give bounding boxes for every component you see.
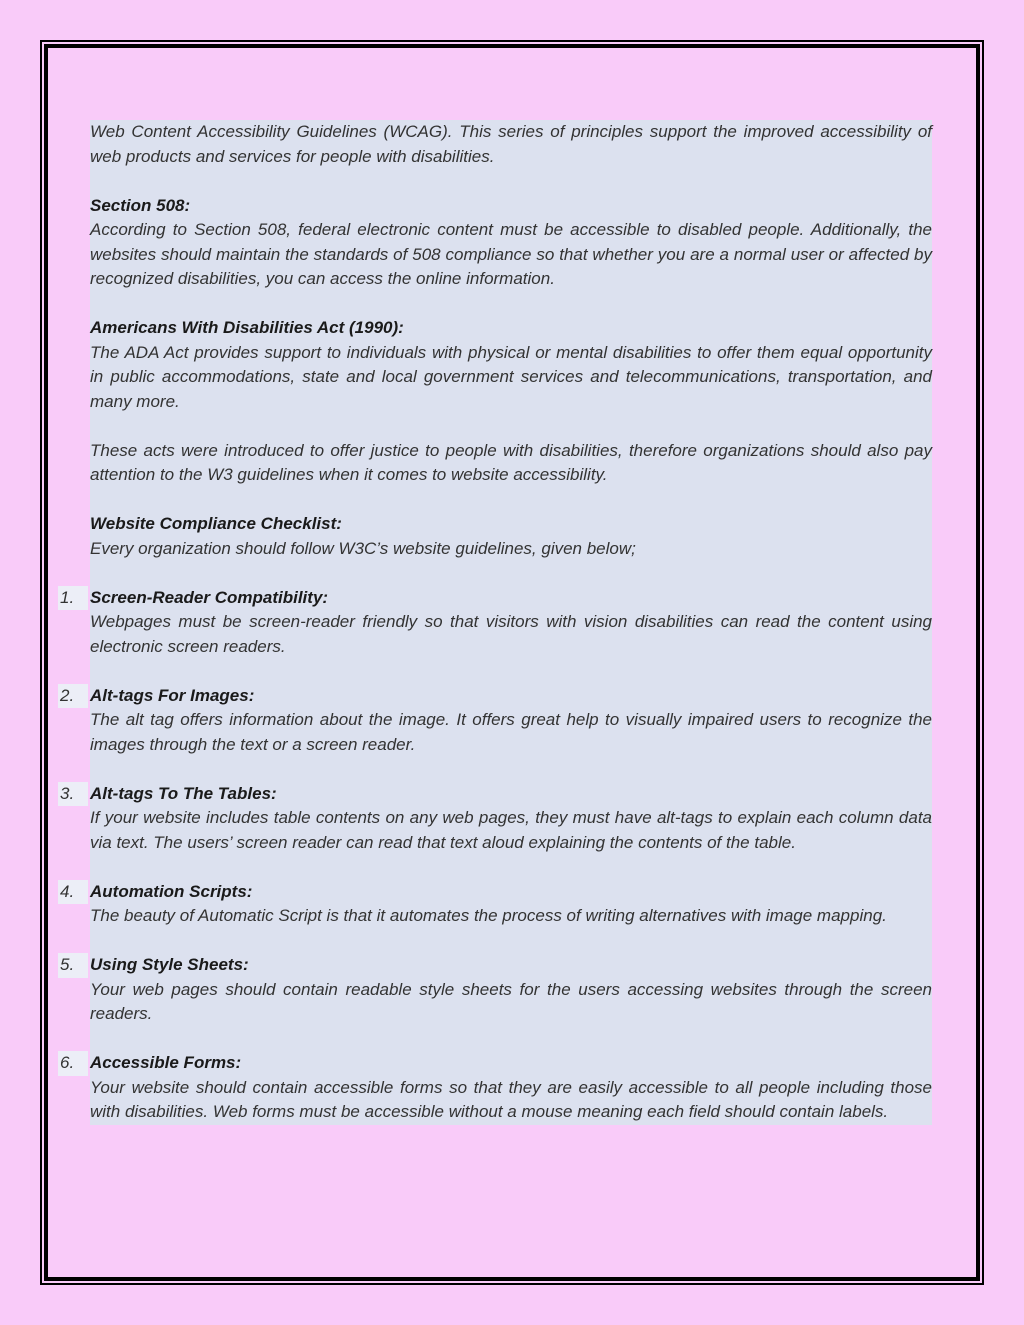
list-item-3 [60,782,932,856]
list-item-title: Alt-tags To The Tables: [90,782,932,807]
list-item-title: Automation Scripts: [90,880,932,905]
list-item-body: The alt tag offers information about the image. It offers great help to visually impaired users to recognize the images through the text or a screen reader. [90,708,932,757]
list-item-4 [60,880,932,929]
list-item-1 [60,586,932,660]
spacer [90,1027,932,1052]
ada-paragraph: The ADA Act provides support to individuals with physical or mental disabilities to offer them equal opportunity in public accommodations, state and local government services and telecommunications, transportation, and many more. [90,341,932,415]
spacer [90,488,932,513]
document-body [60,120,932,1125]
list-item-body: If your website includes table contents on any web pages, they must have alt-tags to explain each column data via text. The users’ screen reader can read that text aloud explaining the contents of the table. [90,806,932,855]
list-item-title: Using Style Sheets: [90,953,932,978]
list-number: 3. [58,782,88,807]
list-number: 6. [58,1051,88,1076]
spacer [90,929,932,954]
list-item-title: Screen-Reader Compatibility: [90,586,932,611]
spacer [90,659,932,684]
spacer [90,292,932,317]
list-item-title: Alt-tags For Images: [90,684,932,709]
list-number: 4. [58,880,88,905]
list-number: 1. [58,586,88,611]
checklist-intro: Every organization should follow W3C’s website guidelines, given below; [90,537,932,562]
list-number: 5. [58,953,88,978]
intro-paragraph: Web Content Accessibility Guidelines (WCAG). This series of principles support the improved accessibility of web products and services for people with disabilities. [90,120,932,169]
spacer [90,414,932,439]
checklist-heading: Website Compliance Checklist: [90,512,932,537]
list-item-2 [60,684,932,758]
list-item-5 [60,953,932,1027]
spacer [90,561,932,586]
section-508-paragraph: According to Section 508, federal electronic content must be accessible to disabled people. Additionally, the websites should maintain the standards of 508 compliance so that whether you are a normal user or affected by recognized disabilities, you can access the online information. [90,218,932,292]
list-item-body: Webpages must be screen-reader friendly so that visitors with vision disabilities can read the content using electronic screen readers. [90,610,932,659]
list-item-body: Your web pages should contain readable style sheets for the users accessing websites through the screen readers. [90,978,932,1027]
spacer [90,855,932,880]
acts-note-paragraph: These acts were introduced to offer justice to people with disabilities, therefore organizations should also pay attention to the W3 guidelines when it comes to website accessibility. [90,439,932,488]
list-item-body: The beauty of Automatic Script is that it automates the process of writing alternatives with image mapping. [90,904,932,929]
list-number: 2. [58,684,88,709]
section-508-heading: Section 508: [90,194,932,219]
spacer [90,757,932,782]
list-item-6 [60,1051,932,1125]
ada-heading: Americans With Disabilities Act (1990): [90,316,932,341]
spacer [90,169,932,194]
list-item-body: Your website should contain accessible forms so that they are easily accessible to all people including those with disabilities. Web forms must be accessible without a mouse meaning each field should contain labels. [90,1076,932,1125]
list-item-title: Accessible Forms: [90,1051,932,1076]
